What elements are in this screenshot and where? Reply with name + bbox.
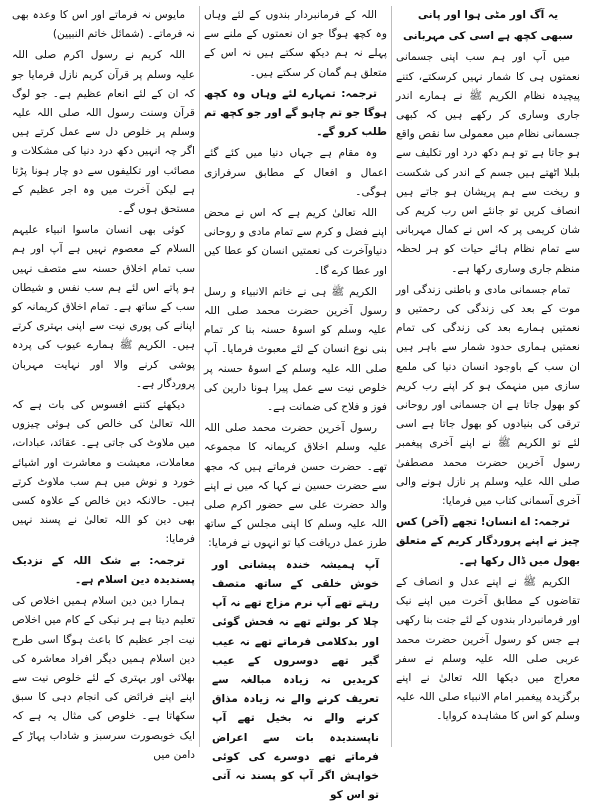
paragraph: اللہ کے فرمانبردار بندوں کے لئے وہاں وہ کچھ ہوگا جو ان نعمتوں کے ملنے سے پہلے نہ ہم دیکھ سکتے ہیں نہ اس کے متعلق ہم گمان کر سکتے ہیں۔ <box>204 9 387 79</box>
paragraph: میں آپ اور ہم سب اپنی جسمانی نعمتوں ہی کا شمار نہیں کرسکتے، کتنے پیچیدہ نظام الکریم ﷺ نے ہمارے اندر جاری وساری کر رکھے ہیں کہ کبھی جسمانی نظام میں معمولی سا نقص واقع ہو جاتا ہے تو ہم دکھ درد اور تکلیف سے بلبلا اٹھتے ہیں جسم کے اندر کی شکست و ریخت سے ہم پریشان ہو جاتے ہیں انصاف کریں تو جانئے اس رب کریم کی شان کریمی پر کہ اس نے کمال مہربانی سے تمام نظام ہائے حیات کو ہر لحظہ منظم جاری وساری رکھا ہے۔ <box>396 51 580 275</box>
verse-line: سبھی کچھ ہے اسی کی مہربانی <box>402 30 574 43</box>
translation-paragraph: ترجمہ: تمہارے لئے وہاں وہ کچھ ہوگا جو تم چاہو گے اور جو کچھ تم طلب کرو گے۔ <box>204 87 387 139</box>
translation-paragraph: ترجمہ: بے شک اللہ کے نزدیک پسندیدہ دین اسلام ہے۔ <box>12 554 195 586</box>
paragraph: الکریم ﷺ ہی نے خاتم الانبیاء و رسل رسول آخرین حضرت محمد صلی اللہ علیہ وسلم کو اسوۂ حسنہ بنا کر تمام بنی نوع انسان کے لئے معبوث فرمایا۔ آپ صلی اللہ علیہ وسلم کے اسوۂ حسنہ پر خلوص نیت سے عمل پیرا ہونا دارین کی فوز و فلاح کی ضمانت ہے۔ <box>204 285 387 414</box>
paragraph: دیکھئے کتنے افسوس کی بات ہے کہ اللہ تعالیٰ کی خالص کی ہوئی چیزوں میں ملاوٹ کی جاتی ہے۔ عقائد، عبادات، معاملات، معیشت و معاشرت اور اشیائے خورد و نوش میں ہم سب ملاوٹ کرتے ہیں۔ حالانکہ دین خالص کے علاوہ کسی بھی دین کو اللہ تعالیٰ نے پسند نہیں فرمایا: <box>12 399 195 546</box>
quote-paragraph: آپ ہمیشہ خندہ پیشانی اور خوش خلقی کے ساتھ متصف رہتے تھے آپ نرم مزاج تھے نہ آپ چلا کر بولتے تھے نہ فحش گوئی اور بدکلامی فرماتے تھے نہ عیب گیر تھے دوسروں کے عیب کریدیں نہ زیادہ مبالغہ سے تعریف کرنے والے نہ زیادہ مذاق کرنے والے نہ بخیل تھے آپ ناپسندیدہ بات سے اعراض فرماتے تھے دوسرے کی کوئی خواہش اگر آپ کو پسند نہ آتی تو اس کو <box>212 558 379 802</box>
column-right <box>392 6 584 747</box>
paragraph: وہ مقام ہے جہاں دنیا میں کئے گئے اعمال و افعال کے مطابق سرفرازی ہوگی۔ <box>204 147 387 198</box>
paragraph: الکریم ﷺ نے اپنے عدل و انصاف کے تقاضوں کے مطابق آخرت میں اپنے نیک اور فرمانبردار بندوں کے لئے جنت بنا رکھی ہے جس کو رسول آخرین حضرت محمد عربی صلی اللہ علیہ وسلم نے سفر معراج میں دیکھا اللہ تعالیٰ نے اپنے برگزیدہ پیغمبر امام الانبیاء صلی اللہ علیہ وسلم کو اس کا مشاہدہ کروایا۔ <box>396 575 580 723</box>
paragraph: مایوس نہ فرماتے اور اس کا وعدہ بھی نہ فرماتے۔ (شمائل خاتم النبیین) <box>12 9 195 41</box>
paragraph: تمام جسمانی مادی و باطنی زندگی اور موت کے بعد کی زندگی کی رحمتیں و نعمتیں ہمارے بعد کی زندگی کی تمام نعمتیں ہماری حدود شمار سے باہر ہیں ان سب کے باوجود انسان دنیا کی ملمع سازی میں منہمک ہو کر اپنے رب کریم کو بھول جاتا ہے ان جسمانی اور روحانی ترقی کی بنیادوں کو بھول جاتا ہے اسی لئے تو الکریم ﷺ نے اپنے آخری پیغمبر رسول آخرین حضرت محمد مصطفیٰ صلی اللہ علیہ وسلم پر نازل ہونے والی آخری آسمانی کتاب میں فرمایا: <box>396 283 580 508</box>
paragraph: کوئی بھی انسان ماسوا انبیاء علیہم السلام کے معصوم نہیں ہے آپ اور ہم سب تمام اخلاق حسنہ سے متصف نہیں ہو پاتے اس لئے ہم سب نفس و شیطان سب کے ساتھ ہے۔ تمام اخلاق کریمانہ کو اپنانے کی پوری نیت سے اپنی بہتری کرتے ہیں۔ الکریم ﷺ ہمارے عیوب کی پردہ پوشی کرنے والا اور نہایت مہربان پروردگار ہے۔ <box>12 224 195 390</box>
column-middle <box>200 6 392 802</box>
paragraph: اللہ تعالیٰ کریم ہے کہ اس نے محض اپنے فضل و کرم سے تمام مادی و روحانی دنیاوآخرت کی نعمتیں انسان کو عطا کیں اور عطا کرے گا۔ <box>204 207 387 277</box>
column-left <box>8 6 200 761</box>
paragraph: ہمارا دین دین اسلام ہمیں اخلاص کی تعلیم دیتا ہے ہر نیکی کے کام میں اخلاص نیت اجر عظیم کا باعث ہوگا اسی طرح دین اسلام ہمیں دیگر افراد معاشرہ کی بھلائی اور بہتری کے لئے خلوص نیت سے اپنے اپنے فرائض کی انجام دہی کا سبق سکھاتا ہے۔ خلوص کی مثال یہ ہے کہ ایک خوبصورت سرسبز و شاداب پہاڑ کے دامن میں <box>12 595 195 761</box>
paragraph: اللہ کریم نے رسول اکرم صلی اللہ علیہ وسلم پر قرآن کریم نازل فرمایا جو کہ ان کے لئے انعام عظیم ہے۔ جو لوگ قرآن وسنت رسول اللہ صلی اللہ علیہ وسلم پر خلوص دل سے عمل کرتے ہیں اگر چہ انہیں دکھ درد دنیا کی مشکلات و مصائب اور تکلیفوں سے دو چار ہونا پڑتا ہے لیکن آخرت میں وہ اجر عظیم کے مستحق ہوں گے۔ <box>12 49 195 216</box>
paragraph: رسول آخرین حضرت محمد صلی اللہ علیہ وسلم اخلاق کریمانہ کا مجموعہ تھے۔ حضرت حسن فرماتے ہیں کہ مجھ سے حضرت حسین نے کہا کہ میں نے اپنے والد حضرت علی سے حضور اکرم صلی اللہ علیہ وسلم کا اپنی مجلس کے ساتھ طرز عمل دریافت کیا تو انہوں نے فرمایا: <box>204 422 387 550</box>
translation-paragraph: ترجمہ: اے انسان! تجھے (آخر) کس چیز نے اپنے پروردگار کریم کے متعلق بھول میں ڈال رکھا ہے۔ <box>396 516 580 567</box>
verse-line: یہ آگ اور مٹی ہوا اور پانی <box>417 9 559 21</box>
